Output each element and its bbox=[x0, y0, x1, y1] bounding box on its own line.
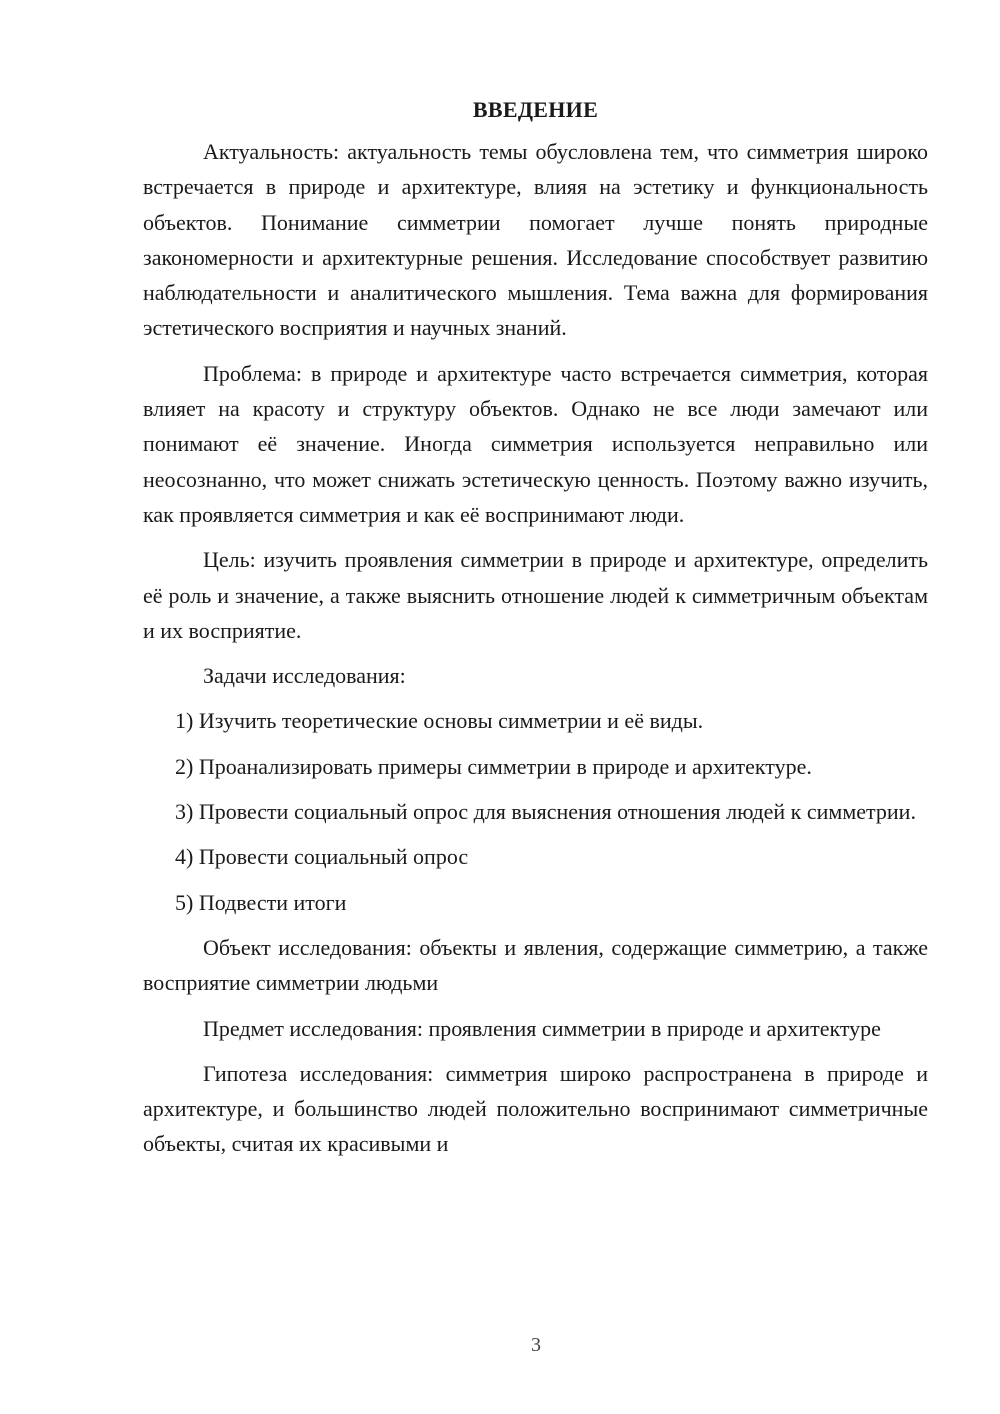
paragraph-relevance: Актуальность: актуальность темы обусловлена тем, что симметрия широко встречается в природе и архитектуре, влияя на эстетику и функциональность объектов. Понимание симметрии помогает лучше понять природные закономерности и архитектурные решения. Исследование способствует развитию наблюдательности и аналитического мышления. Тема важна для формирования эстетического восприятия и научных знаний. bbox=[143, 139, 928, 341]
task-item-1: 1) Изучить теоретические основы симметрии и её виды. bbox=[175, 708, 704, 734]
page-title: ВВЕДЕНИЕ bbox=[472, 97, 599, 122]
paragraph-subject: Предмет исследования: проявления симметрии в природе и архитектуре bbox=[203, 1015, 881, 1041]
paragraph-problem: Проблема: в природе и архитектуре часто встречается симметрия, которая влияет на красоту и структуру объектов. Однако не все люди замечают или понимают её значение. Иногда симметрия используется неправильно или неосознанно, что может снижать эстетическую ценность. Поэтому важно изучить, как проявляется симметрия и как её воспринимают люди. bbox=[143, 360, 928, 527]
paragraph-hypothesis: Гипотеза исследования: симметрия широко распространена в природе и архитектуре, и большинство людей положительно воспринимают симметричные объекты, считая их красивыми и bbox=[143, 1060, 928, 1157]
document-page bbox=[143, 94, 928, 1172]
paragraph-goal: Цель: изучить проявления симметрии в природе и архитектуре, определить её роль и значение, а также выяснить отношение людей к симметричным объектам и их восприятие. bbox=[143, 547, 928, 643]
tasks-label: Задачи исследования: bbox=[203, 663, 406, 689]
page-number: 3 bbox=[531, 1334, 541, 1356]
task-item-2: 2) Проанализировать примеры симметрии в природе и архитектуре. bbox=[175, 753, 812, 779]
task-item-4: 4) Провести социальный опрос bbox=[175, 844, 469, 870]
task-item-5: 5) Подвести итоги bbox=[175, 889, 347, 915]
paragraph-object: Объект исследования: объекты и явления, содержащие симметрию, а также восприятие симметрии людьми bbox=[143, 934, 928, 996]
task-item-3: 3) Провести социальный опрос для выяснения отношения людей к симметрии. bbox=[175, 799, 916, 825]
